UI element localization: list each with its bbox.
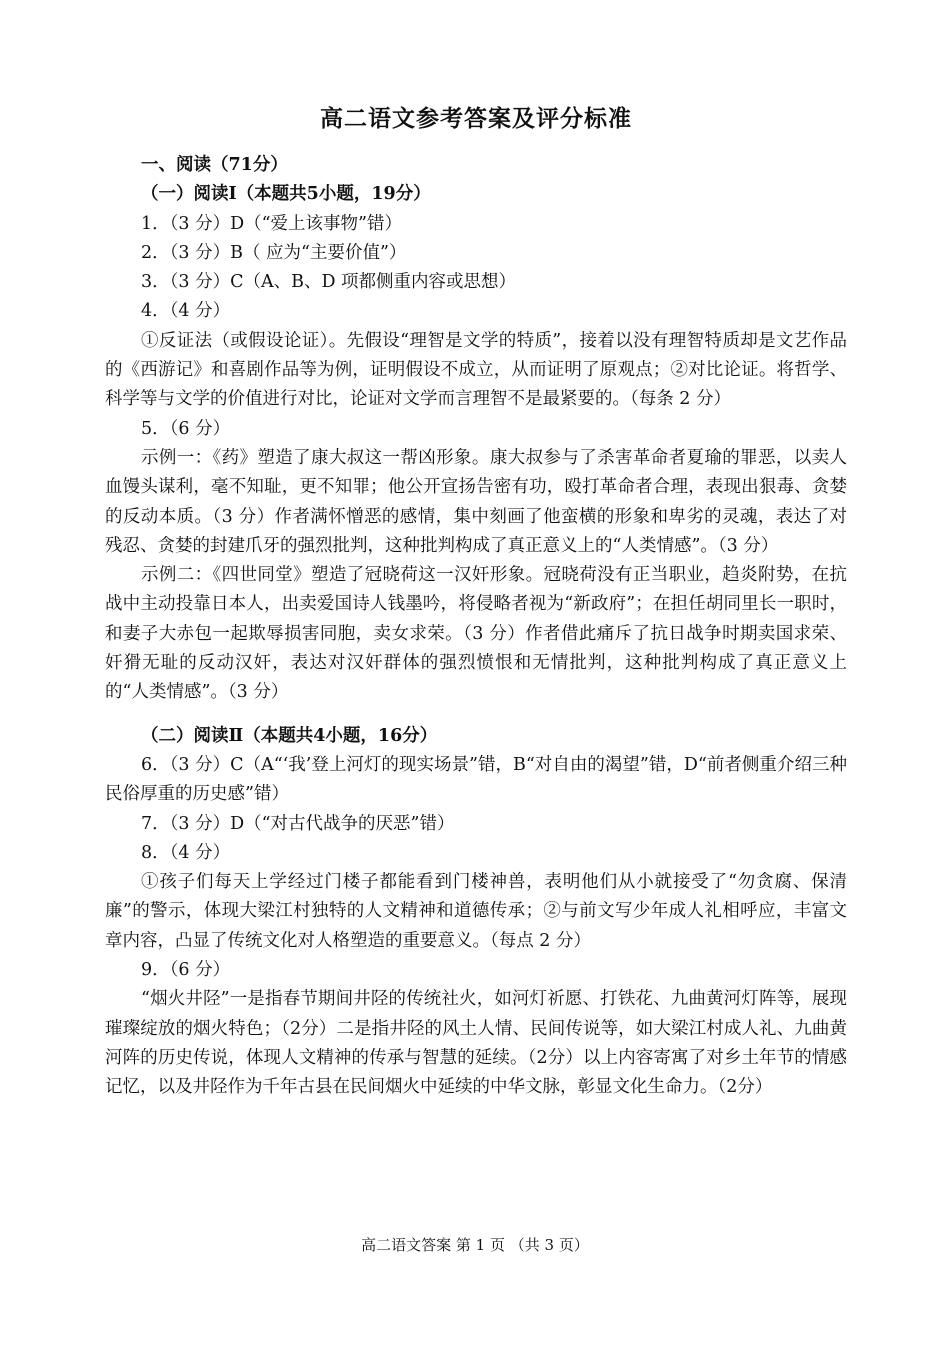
answer-q5-example1: 示例一：《药》塑造了康大叔这一帮凶形象。康大叔参与了杀害革命者夏瑜的罪恶，以卖人血馒头谋利，毫不知耻，更不知罪；他公开宣扬告密有功，殴打革命者合理，表现出狠毒、贪婪的反动本质。（3 分）作者满怀憎恶的感情，集中刻画了他蛮横的形象和卑劣的灵魂，表达了对残忍、贪婪的封建爪牙的强烈批判，这种批判构成了真正意义上的“人类情感”。（3 分） [105, 447, 847, 556]
answer-q9-text: “烟火井陉”一是指春节期间井陉的传统社火，如河灯祈愿、打铁花、九曲黄河灯阵等，展现璀璨绽放的烟火特色；（2分）二是指井陉的风土人情、民间传说等，如大梁江村成人礼、九曲黄河阵的历史传说，体现人文精神的传承与智慧的延续。（2分）以上内容寄寓了对乡土年节的情感记忆，以及井陉作为千年古县在民间烟火中延续的中华文脉，彰显文化生命力。（2分） [105, 989, 847, 1098]
answer-q2: 2．（3 分）B（ 应为“主要价值”） [141, 242, 407, 263]
section-gap [105, 708, 847, 722]
part1-heading: （一）阅读Ⅰ（本题共5小题，19分） [141, 184, 431, 205]
answer-q7: 7．（3 分）D（“对古代战争的厌恶”错） [141, 813, 455, 834]
answer-page [105, 100, 847, 1103]
page-footer: 高二语文答案 第 1 页 （共 3 页） [361, 1236, 589, 1254]
answer-q6: 6．（3 分）C（A“‘我’登上河灯的现实场景”错，B“对自由的渴望”错，D“前者侧重介绍三种民俗厚重的历史感”错） [105, 754, 847, 805]
answer-q5-example2: 示例二：《四世同堂》塑造了冠晓荷这一汉奸形象。冠晓荷没有正当职业，趋炎附势，在抗战中主动投靠日本人，出卖爱国诗人钱墨吟，将侵略者视为“新政府”；在担任胡同里长一职时，和妻子大赤包一起欺辱损害同胞，卖女求荣。（3 分）作者借此痛斥了抗日战争时期卖国求荣、奸猾无耻的反动汉奸，表达对汉奸群体的强烈愤恨和无情批判，这种批判构成了真正意义上的“人类情感”。（3 分） [105, 565, 847, 703]
answer-q8-text: ①孩子们每天上学经过门楼子都能看到门楼神兽，表明他们从小就接受了“勿贪腐、保清廉”的警示，体现大梁江村独特的人文精神和道德传承；②与前文写少年成人礼相呼应，丰富文章内容，凸显了传统文化对人格塑造的重要意义。（每点 2 分） [105, 872, 847, 951]
answer-q4: 4．（4 分） [141, 301, 231, 322]
answer-q8: 8．（4 分） [141, 842, 231, 863]
page-title: 高二语文参考答案及评分标准 [320, 105, 632, 132]
answer-q4-text: ①反证法（或假设论证）。先假设“理智是文学的特质”，接着以没有理智特质却是文艺作品的《西游记》和喜剧作品等为例，证明假设不成立，从而证明了原观点；②对比论证。将哲学、科学等与文学的价值进行对比，论证对文学而言理智不是最紧要的。（每条 2 分） [105, 330, 847, 410]
answer-q5: 5．（6 分） [141, 418, 231, 439]
answer-q3: 3．（3 分）C（A、B、D 项都侧重内容或思想） [141, 272, 517, 293]
answer-q1: 1．（3 分）D（“爱上该事物”错） [141, 213, 403, 234]
section-heading-reading: 一、阅读（71分） [141, 155, 288, 175]
part2-heading: （二）阅读Ⅱ（本题共4小题，16分） [141, 725, 438, 746]
answer-q9: 9．（6 分） [141, 960, 231, 981]
